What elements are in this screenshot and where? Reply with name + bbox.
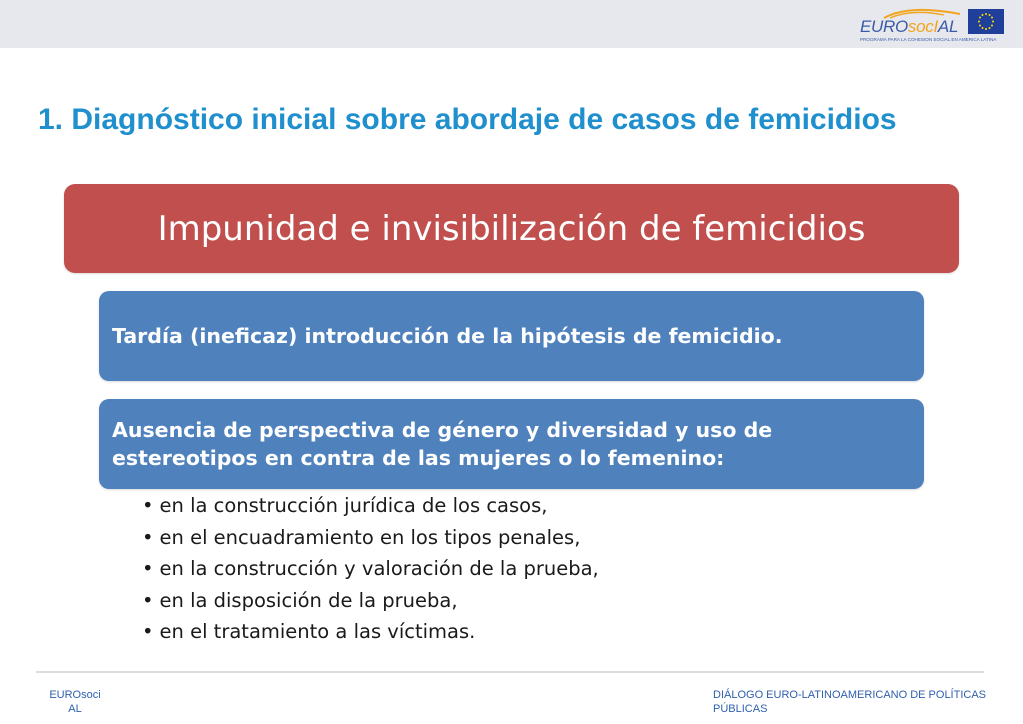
eurosocial-logo xyxy=(858,6,1008,46)
bullet-icon: • xyxy=(142,525,154,549)
finding-text-2: Ausencia de perspectiva de género y diversidad y uso de estereotipos en contra de las mujeres o lo femenino: xyxy=(112,418,773,470)
finding-box-1 xyxy=(99,291,924,381)
main-heading-box xyxy=(64,184,959,273)
slide-title: 1. Diagnóstico inicial sobre abordaje de casos de femicidios xyxy=(38,103,897,136)
finding-text-1: Tardía (ineficaz) introducción de la hipótesis de femicidio. xyxy=(112,324,783,348)
bullet-icon: • xyxy=(142,494,154,517)
bullet-text: en el tratamiento a las víctimas. xyxy=(159,620,476,643)
bullet-icon: • xyxy=(142,557,154,580)
bullet-list xyxy=(142,490,599,648)
finding-box-2 xyxy=(99,399,924,489)
logo-tagline: PROGRAMA PARA LA COHESION SOCIAL EN AMERICA LATINA xyxy=(860,37,997,42)
bullet-text: en la construcción y valoración de la prueba, xyxy=(159,557,599,580)
main-heading-text: Impunidad e invisibilización de femicidios xyxy=(157,208,866,249)
bullet-item xyxy=(142,490,599,522)
logo-suffix: AL xyxy=(937,17,959,36)
bullet-item xyxy=(142,522,599,554)
bullet-item xyxy=(142,553,599,585)
eu-flag-icon xyxy=(968,9,1004,34)
logo-accent: socI xyxy=(907,17,938,36)
bullet-icon: • xyxy=(142,588,154,612)
bullet-text: en la construcción jurídica de los casos, xyxy=(159,494,548,517)
logo-prefix: EURO xyxy=(860,17,908,36)
bullet-item xyxy=(142,616,599,648)
bullet-text: en el encuadramiento en los tipos penales, xyxy=(159,525,581,549)
footer-divider xyxy=(36,671,984,673)
footer-program: DIÁLOGO EURO-LATINOAMERICANO DE POLÍTICAS PÚBLICAS xyxy=(713,689,987,715)
footer-brand: EURОsoci AL xyxy=(49,689,101,715)
bullet-item xyxy=(142,585,599,617)
logo-wordmark xyxy=(860,17,958,37)
bullet-text: en la disposición de la prueba, xyxy=(159,588,458,612)
bullet-icon: • xyxy=(142,620,154,643)
